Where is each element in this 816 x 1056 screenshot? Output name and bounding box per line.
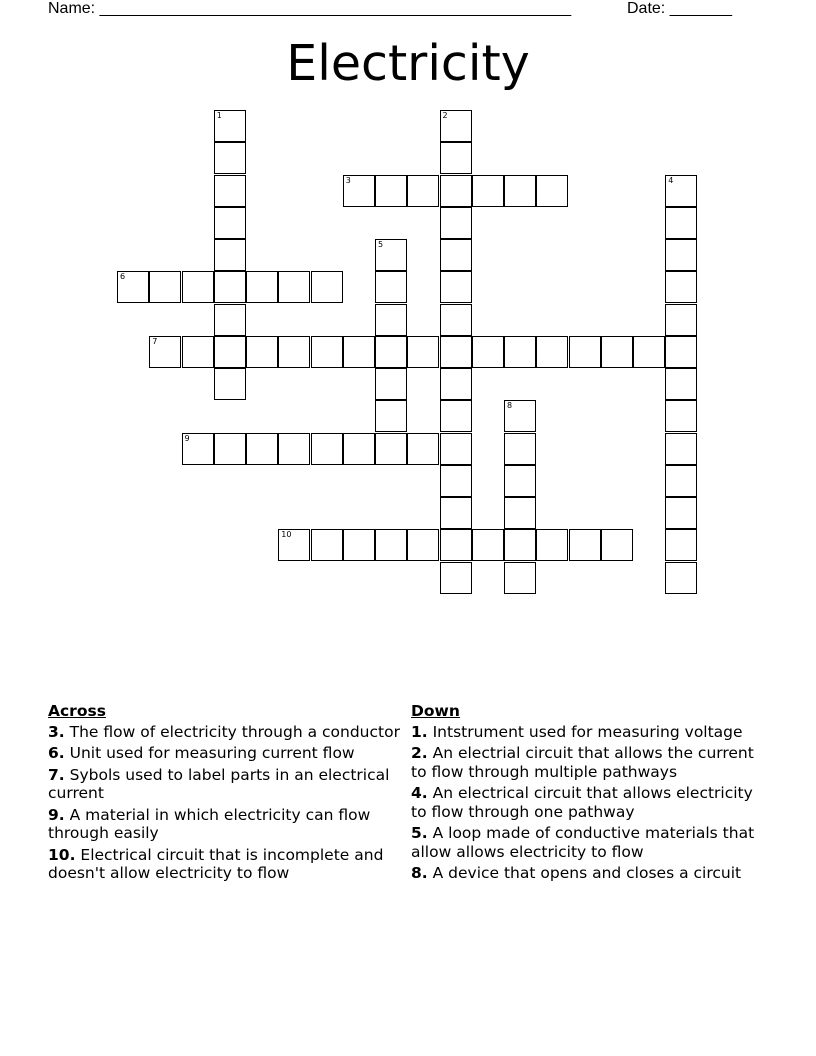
crossword-cell[interactable] <box>375 368 407 400</box>
crossword-cell[interactable] <box>504 529 536 561</box>
crossword-cell[interactable] <box>149 271 181 303</box>
clue-down-2 <box>411 744 771 781</box>
crossword-cell[interactable] <box>504 562 536 594</box>
cell-number: 10 <box>281 530 292 540</box>
crossword-cell[interactable] <box>665 465 697 497</box>
clue-down-4 <box>411 784 771 821</box>
clue-number: 8. <box>411 864 428 882</box>
crossword-cell[interactable] <box>311 529 343 561</box>
crossword-cell[interactable] <box>343 336 375 368</box>
crossword-cell[interactable] <box>214 239 246 271</box>
crossword-cell[interactable] <box>440 110 472 142</box>
clue-text: A device that opens and closes a circuit <box>427 864 742 882</box>
crossword-cell[interactable] <box>375 271 407 303</box>
crossword-cell[interactable] <box>440 400 472 432</box>
down-heading: Down <box>411 702 460 720</box>
clue-number: 1. <box>411 722 428 741</box>
crossword-cell[interactable] <box>504 497 536 529</box>
crossword-cell[interactable] <box>601 336 633 368</box>
clue-number: 7. <box>48 765 65 784</box>
page-title: Electricity <box>286 35 530 92</box>
crossword-cell[interactable] <box>440 142 472 174</box>
crossword-cell[interactable] <box>665 368 697 400</box>
clue-down-1 <box>411 723 771 742</box>
crossword-cell[interactable] <box>375 400 407 432</box>
crossword-cell[interactable] <box>440 497 472 529</box>
cell-number: 8 <box>507 401 513 411</box>
clue-text: Sybols used to label parts in an electrical current <box>48 765 390 802</box>
cell-number: 5 <box>378 240 384 249</box>
clue-text: An electrical circuit that allows electricity to flow through one pathway <box>411 784 753 821</box>
crossword-cell[interactable] <box>214 271 246 303</box>
clue-text: The flow of electricity through a conductor <box>64 722 400 741</box>
crossword-cell[interactable] <box>440 207 472 239</box>
crossword-cell[interactable] <box>214 175 246 207</box>
cell-number: 2 <box>442 111 448 120</box>
crossword-cell[interactable] <box>343 529 375 561</box>
crossword-cell[interactable] <box>214 142 246 174</box>
crossword-cell[interactable] <box>440 465 472 497</box>
crossword-cell[interactable] <box>504 465 536 497</box>
clue-text: Intstrument used for measuring voltage <box>427 722 743 741</box>
clue-number: 10. <box>48 845 76 864</box>
crossword-cell[interactable] <box>633 336 665 368</box>
clue-number: 3. <box>48 722 65 741</box>
crossword-cell[interactable] <box>214 207 246 239</box>
clue-number: 4. <box>411 784 428 802</box>
crossword-cell[interactable] <box>407 336 439 368</box>
clue-number: 2. <box>411 744 428 762</box>
clue-number: 5. <box>411 824 428 842</box>
crossword-cell[interactable] <box>407 529 439 561</box>
crossword-cell[interactable] <box>278 529 310 561</box>
across-clues <box>48 702 408 886</box>
crossword-cell[interactable] <box>665 562 697 594</box>
cell-number: 4 <box>668 175 674 185</box>
crossword-cell[interactable] <box>311 271 343 303</box>
crossword-cell[interactable] <box>278 336 310 368</box>
clue-text: Electrical circuit that is incomplete and doesn't allow electricity to flow <box>48 845 384 882</box>
crossword-cell[interactable] <box>246 433 278 465</box>
crossword-cell[interactable] <box>214 368 246 400</box>
clue-text: A loop made of conductive materials that allow allows electricity to flow <box>411 824 755 861</box>
crossword-cell[interactable] <box>504 336 536 368</box>
crossword-cell[interactable] <box>440 529 472 561</box>
crossword-cell[interactable] <box>440 239 472 271</box>
crossword-cell[interactable] <box>343 175 375 207</box>
clue-across-9 <box>48 806 408 843</box>
clue-across-3 <box>48 723 408 742</box>
crossword-cell[interactable] <box>214 433 246 465</box>
clue-text: An electrial circuit that allows the current to flow through multiple pathways <box>411 744 754 781</box>
crossword-cell[interactable] <box>536 175 568 207</box>
crossword-cell[interactable] <box>440 175 472 207</box>
crossword-cell[interactable] <box>569 336 601 368</box>
crossword-cell[interactable] <box>407 433 439 465</box>
name-field-label[interactable]: Name: _____________________________________________________ <box>48 0 572 17</box>
clue-down-8 <box>411 864 771 883</box>
crossword-cell[interactable] <box>504 433 536 465</box>
crossword-cell[interactable] <box>536 336 568 368</box>
crossword-cell[interactable] <box>440 562 472 594</box>
crossword-cell[interactable] <box>214 110 246 142</box>
crossword-cell[interactable] <box>375 304 407 336</box>
crossword-cell[interactable] <box>440 271 472 303</box>
crossword-cell[interactable] <box>665 207 697 239</box>
cell-number: 3 <box>345 175 351 185</box>
crossword-cell[interactable] <box>407 175 439 207</box>
crossword-cell[interactable] <box>375 529 407 561</box>
date-field-label[interactable]: Date: _______ <box>627 0 732 17</box>
crossword-cell[interactable] <box>472 175 504 207</box>
crossword-cell[interactable] <box>440 304 472 336</box>
cell-number: 9 <box>184 433 190 443</box>
across-heading: Across <box>48 702 106 720</box>
clue-across-7 <box>48 766 408 803</box>
clue-down-5 <box>411 824 771 861</box>
crossword-cell[interactable] <box>278 271 310 303</box>
crossword-cell[interactable] <box>246 271 278 303</box>
crossword-cell[interactable] <box>375 175 407 207</box>
crossword-cell[interactable] <box>440 433 472 465</box>
cell-number: 1 <box>216 111 222 120</box>
crossword-cell[interactable] <box>472 529 504 561</box>
crossword-cell[interactable] <box>149 336 181 368</box>
crossword-cell[interactable] <box>246 336 278 368</box>
cell-number: 7 <box>152 336 158 346</box>
crossword-cell[interactable] <box>665 529 697 561</box>
crossword-cell[interactable] <box>665 304 697 336</box>
crossword-cell[interactable] <box>311 336 343 368</box>
crossword-cell[interactable] <box>182 433 214 465</box>
crossword-cell[interactable] <box>665 433 697 465</box>
crossword-cell[interactable] <box>665 400 697 432</box>
clue-number: 6. <box>48 744 65 762</box>
crossword-cell[interactable] <box>311 433 343 465</box>
clue-across-6 <box>48 744 408 763</box>
crossword-cell[interactable] <box>117 271 149 303</box>
clue-text: A material in which electricity can flow through easily <box>48 805 371 842</box>
crossword-cell[interactable] <box>343 433 375 465</box>
crossword-cell[interactable] <box>504 400 536 432</box>
crossword-cell[interactable] <box>665 239 697 271</box>
crossword-cell[interactable] <box>665 175 697 207</box>
crossword-cell[interactable] <box>214 304 246 336</box>
crossword-cell[interactable] <box>214 336 246 368</box>
clue-number: 9. <box>48 805 65 824</box>
crossword-cell[interactable] <box>375 433 407 465</box>
crossword-cell[interactable] <box>665 336 697 368</box>
crossword-cell[interactable] <box>665 497 697 529</box>
crossword-cell[interactable] <box>504 175 536 207</box>
crossword-cell[interactable] <box>440 336 472 368</box>
crossword-cell[interactable] <box>278 433 310 465</box>
crossword-cell[interactable] <box>665 271 697 303</box>
crossword-cell[interactable] <box>536 529 568 561</box>
crossword-cell[interactable] <box>182 336 214 368</box>
crossword-cell[interactable] <box>182 271 214 303</box>
crossword-cell[interactable] <box>601 529 633 561</box>
crossword-cell[interactable] <box>375 239 407 271</box>
crossword-cell[interactable] <box>440 368 472 400</box>
crossword-cell[interactable] <box>472 336 504 368</box>
cell-number: 6 <box>120 272 126 282</box>
clue-text: Unit used for measuring current flow <box>64 744 355 762</box>
down-clues <box>411 702 771 886</box>
clue-across-10 <box>48 846 408 883</box>
crossword-cell[interactable] <box>569 529 601 561</box>
crossword-cell[interactable] <box>375 336 407 368</box>
